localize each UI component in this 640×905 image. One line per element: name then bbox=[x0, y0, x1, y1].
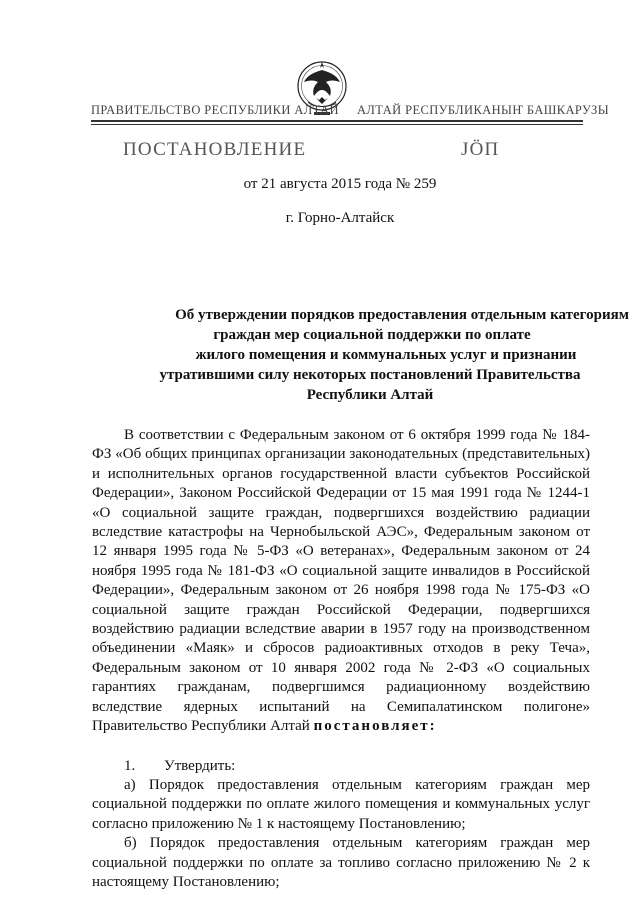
item-text: Утвердить: bbox=[164, 757, 236, 774]
decree-word: постановляет: bbox=[313, 718, 437, 735]
document-city: г. Горно-Алтайск bbox=[285, 210, 395, 226]
title-line: граждан мер социальной поддержки по оплате bbox=[213, 327, 531, 343]
doc-type-alt: ЈӦП bbox=[461, 139, 500, 160]
title-line: Республики Алтай bbox=[306, 387, 434, 403]
title-line: жилого помещения и коммунальных услуг и признании bbox=[195, 347, 577, 363]
preamble-text: В соответствии с Федеральным законом от 6 октября 1999 года № 184-ФЗ «Об общих принципах организации законодательных (представительных) и исполнительных органов государственной власти субъектов Российской Федерации», Законом Российской Федерации от 15 мая 1991 года № 1244-1 «О социальной защите граждан, подвергшихся воздействию радиации вследствие катастрофы на Чернобыльской АЭС», Федеральным законом от 12 января 1995 года № 5-ФЗ «О ветеранах», Федеральным законом от 24 ноября 1995 года № 181-ФЗ «О социальной защите инвалидов в Российской Федерации», Федеральным законом от 26 ноября 1998 года № 175-ФЗ «О социальной защите граждан Российской Федерации, подвергшихся воздействию радиации вследствие аварии в 1957 году на производственном объединении «Маяк» и сбросов радиоактивных отходов в реку Теча», Федеральным законом от 10 января 2002 года № 2-ФЗ «О социальных гарантиях гражданам, подвергшимся радиационному воздействию вследствие ядерных испытаний на Семипалатинском полигоне» Правительство Республики Алтай bbox=[92, 427, 590, 735]
document-body bbox=[92, 426, 590, 892]
sub-item-a: а) Порядок предоставления отдельным категориям граждан мер социальной поддержки по оплате жилого помещения и коммунальных услуг согласно приложению № 1 к настоящему Постановлению; bbox=[92, 776, 590, 832]
org-name-ru: ПРАВИТЕЛЬСТВО РЕСПУБЛИКИ АЛТАЙ bbox=[91, 103, 339, 117]
title-line: утратившими силу некоторых постановлений Правительства bbox=[159, 367, 581, 383]
header-rule-thick bbox=[91, 120, 583, 122]
preamble-paragraph bbox=[92, 426, 590, 737]
item-number: 1. bbox=[124, 757, 136, 774]
list-item bbox=[92, 757, 590, 776]
doc-type-ru: ПОСТАНОВЛЕНИЕ bbox=[123, 139, 307, 160]
org-name-alt: АЛТАЙ РЕСПУБЛИКАНЫҤ БАШКАРУЗЫ bbox=[357, 103, 610, 117]
title-line: Об утверждении порядков предоставления отдельным категориям bbox=[175, 307, 629, 323]
header-rule-thin bbox=[91, 124, 583, 125]
sub-item-b: б) Порядок предоставления отдельным категориям граждан мер социальной поддержки по оплате за топливо согласно приложению № 2 к настоящему Постановлению; bbox=[92, 835, 590, 890]
document-date-number: от 21 августа 2015 года № 259 bbox=[243, 176, 437, 192]
document-title bbox=[90, 305, 640, 405]
